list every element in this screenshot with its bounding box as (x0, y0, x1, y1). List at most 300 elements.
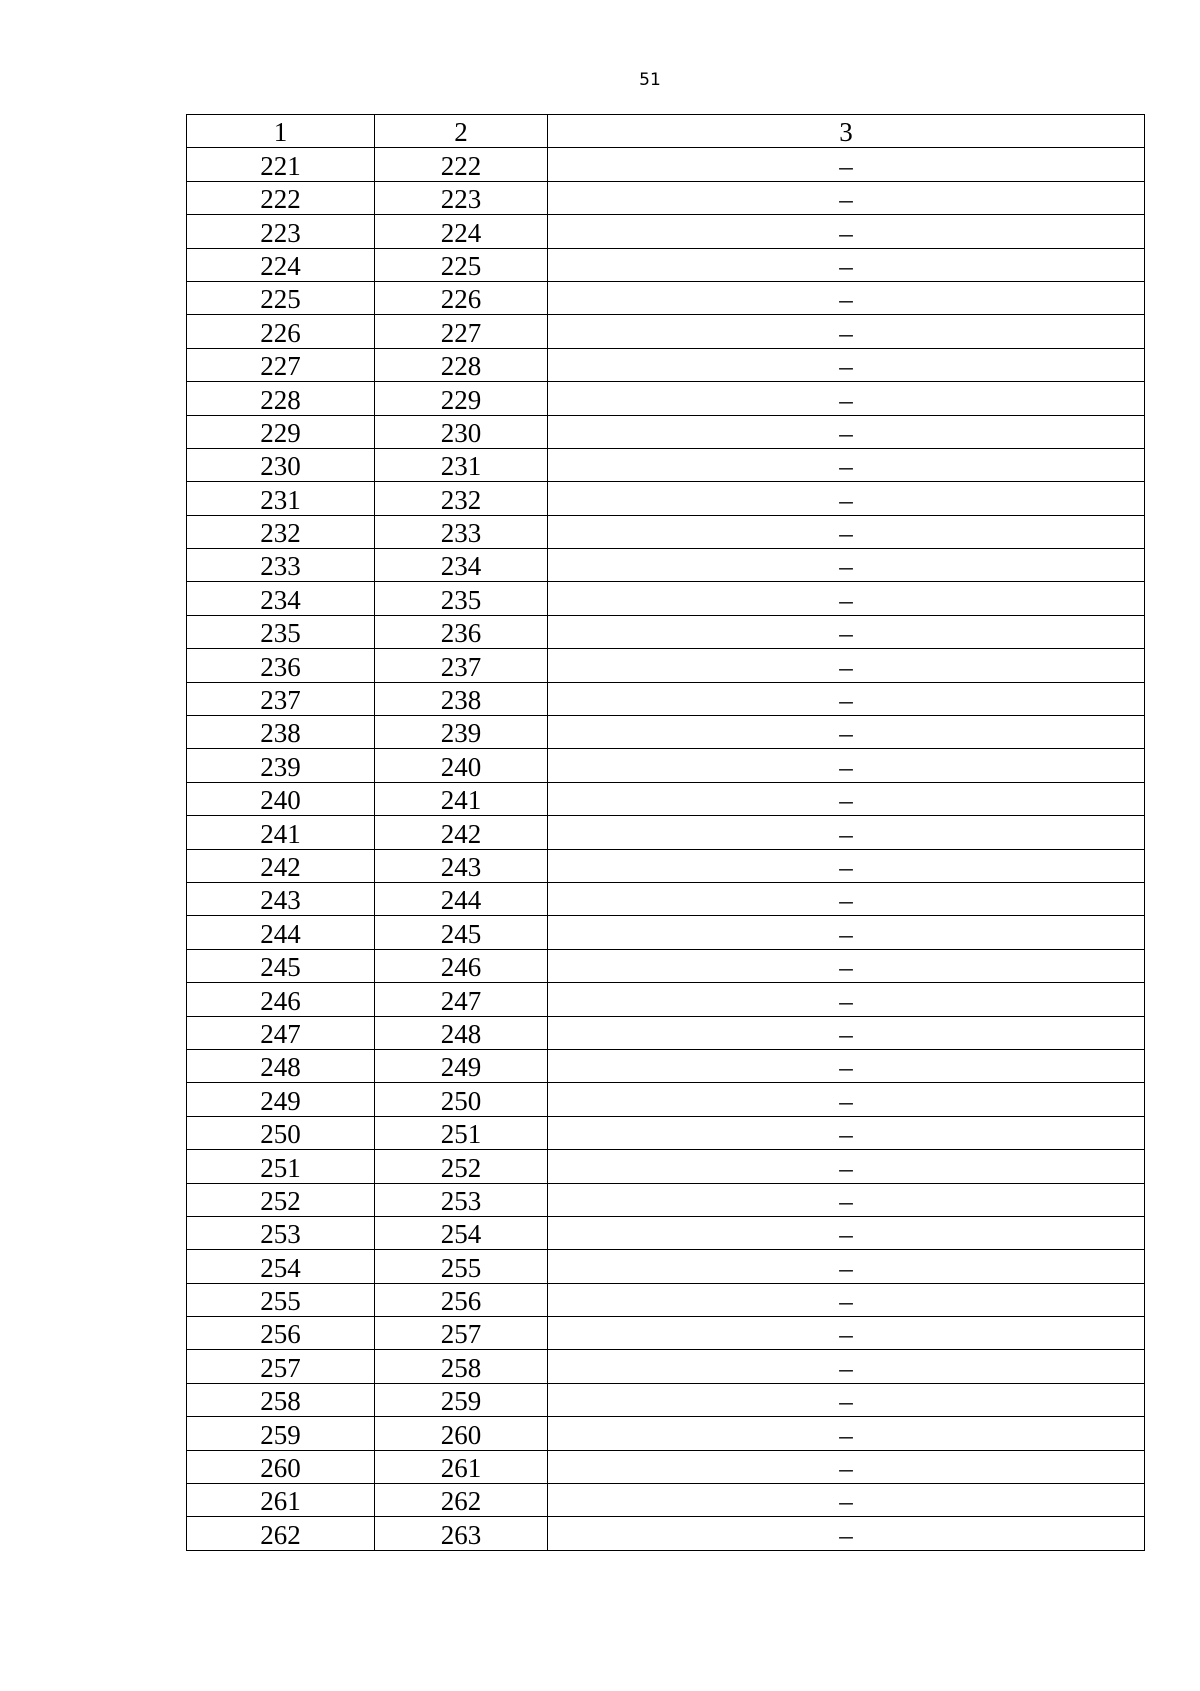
table-cell-value: – (839, 785, 853, 816)
table-cell-value: 236 (440, 618, 482, 649)
table-cell-col-3 (548, 949, 1145, 982)
table-row (187, 682, 1145, 715)
table-row (187, 415, 1145, 448)
table-cell-col-3 (548, 1317, 1145, 1350)
table-cell-value: 248 (440, 1018, 482, 1049)
table-row (187, 582, 1145, 615)
table-cell-col-3 (548, 1484, 1145, 1517)
table-cell-value: 224 (260, 250, 301, 281)
table-cell-col-1 (187, 1317, 375, 1350)
table-cell-value: – (839, 851, 853, 882)
table-cell-value: – (839, 184, 853, 215)
table-cell-col-1 (187, 782, 375, 815)
table-row (187, 1116, 1145, 1149)
table-cell-col-2 (375, 782, 548, 815)
table-cell-value: 228 (440, 351, 482, 382)
table-row (187, 315, 1145, 348)
table-cell-value: 235 (440, 584, 482, 615)
table-cell-value: – (839, 751, 853, 782)
table-cell-col-3 (548, 1383, 1145, 1416)
table-cell-col-1 (187, 215, 375, 248)
table-cell-value: 258 (260, 1386, 301, 1417)
table-row (187, 1283, 1145, 1316)
table-cell-col-1 (187, 749, 375, 782)
table-row (187, 649, 1145, 682)
table-row (187, 749, 1145, 782)
table-cell-col-1 (187, 1250, 375, 1283)
table-cell-value: – (839, 150, 853, 181)
table-row (187, 916, 1145, 949)
table-cell-col-3 (548, 682, 1145, 715)
table-cell-col-2 (375, 549, 548, 582)
table-header-row (187, 115, 1145, 148)
table-cell-value: 252 (440, 1152, 482, 1183)
table-cell-col-2 (375, 1049, 548, 1082)
table-cell-col-2 (375, 1250, 548, 1283)
table-cell-col-1 (187, 1417, 375, 1450)
table-cell-value: – (839, 1519, 853, 1550)
table-cell-col-3 (548, 1350, 1145, 1383)
table-cell-value: 251 (260, 1152, 301, 1183)
table-cell-value: – (839, 584, 853, 615)
table-cell-col-1 (187, 649, 375, 682)
table-cell-col-1 (187, 148, 375, 181)
table-cell-value: 230 (440, 417, 482, 448)
table-header (187, 115, 1145, 148)
table-cell-col-1 (187, 315, 375, 348)
table-cell-value: – (839, 1052, 853, 1083)
table-row (187, 1350, 1145, 1383)
table-cell-value: 224 (440, 217, 482, 248)
table-cell-col-2 (375, 1417, 548, 1450)
table-cell-col-1 (187, 549, 375, 582)
table-cell-col-3 (548, 1250, 1145, 1283)
table-cell-col-3 (548, 882, 1145, 915)
table-cell-value: 229 (260, 417, 301, 448)
table-cell-col-1 (187, 1183, 375, 1216)
table-row (187, 983, 1145, 1016)
table-cell-value: 243 (440, 851, 482, 882)
table-cell-value: – (839, 1453, 853, 1484)
table-cell-value: 250 (260, 1119, 301, 1150)
table-cell-col-3 (548, 1417, 1145, 1450)
table-cell-value: 238 (440, 685, 482, 716)
table-cell-value: 249 (440, 1052, 482, 1083)
table-cell-col-1 (187, 415, 375, 448)
table-cell-value: 227 (440, 317, 482, 348)
table-body (187, 148, 1145, 1550)
table-cell-col-3 (548, 1083, 1145, 1116)
table-cell-value: 231 (440, 451, 482, 482)
table-cell-col-1 (187, 1049, 375, 1082)
table-row (187, 148, 1145, 181)
table-cell-value: 260 (440, 1419, 482, 1450)
column-header-2 (375, 115, 548, 148)
table-row (187, 515, 1145, 548)
table-cell-value: 225 (260, 284, 301, 315)
table-cell-col-2 (375, 1216, 548, 1249)
table-cell-value: 239 (440, 718, 482, 749)
table-cell-col-3 (548, 1283, 1145, 1316)
table-cell-value: 237 (440, 651, 482, 682)
table-cell-col-3 (548, 1049, 1145, 1082)
table-cell-value: 227 (260, 351, 301, 382)
table-cell-value: 242 (260, 851, 301, 882)
table-cell-col-3 (548, 649, 1145, 682)
table-cell-col-2 (375, 148, 548, 181)
table-cell-col-2 (375, 281, 548, 314)
table-row (187, 949, 1145, 982)
table-cell-col-2 (375, 515, 548, 548)
table-cell-col-3 (548, 148, 1145, 181)
table-cell-value: 243 (260, 885, 301, 916)
table-cell-value: – (839, 1252, 853, 1283)
table-cell-col-2 (375, 1150, 548, 1183)
column-header-1 (187, 115, 375, 148)
table-cell-value: 244 (440, 885, 482, 916)
table-cell-value: 260 (260, 1453, 301, 1484)
table-cell-col-1 (187, 1150, 375, 1183)
table-cell-value: 253 (440, 1185, 482, 1216)
page-number: 51 (639, 70, 661, 90)
table-cell-col-1 (187, 281, 375, 314)
table-cell-value: – (839, 351, 853, 382)
table-cell-value: 259 (440, 1386, 482, 1417)
table-cell-col-1 (187, 1083, 375, 1116)
table-row (187, 382, 1145, 415)
table-cell-col-1 (187, 1350, 375, 1383)
table-cell-value: – (839, 1419, 853, 1450)
table-row (187, 215, 1145, 248)
table-cell-col-1 (187, 1116, 375, 1149)
table-cell-col-3 (548, 782, 1145, 815)
table-cell-col-1 (187, 582, 375, 615)
table-cell-col-2 (375, 415, 548, 448)
table-cell-col-2 (375, 816, 548, 849)
table-cell-col-1 (187, 248, 375, 281)
table-cell-col-3 (548, 1183, 1145, 1216)
table-row (187, 1417, 1145, 1450)
table-cell-value: 254 (260, 1252, 301, 1283)
table-row (187, 1049, 1145, 1082)
table-cell-value: 233 (440, 518, 482, 549)
table-cell-value: 229 (440, 384, 482, 415)
table-cell-value: 223 (260, 217, 301, 248)
table-cell-value: – (839, 918, 853, 949)
table-cell-value: – (839, 384, 853, 415)
table-row (187, 1484, 1145, 1517)
table-cell-value: 241 (440, 785, 482, 816)
table-cell-value: 262 (440, 1486, 482, 1517)
table-cell-col-2 (375, 1517, 548, 1550)
table-cell-value: 223 (440, 184, 482, 215)
table-cell-value: – (839, 1219, 853, 1250)
table-cell-value: – (839, 484, 853, 515)
table-cell-value: 247 (440, 985, 482, 1016)
table-cell-value: 240 (440, 751, 482, 782)
table-cell-value: 234 (260, 584, 301, 615)
table-cell-col-2 (375, 1317, 548, 1350)
table-cell-value: 261 (260, 1486, 301, 1517)
table-row (187, 1016, 1145, 1049)
table-cell-value: – (839, 952, 853, 983)
table-cell-col-2 (375, 1283, 548, 1316)
table-cell-value: 234 (440, 551, 482, 582)
table-cell-col-3 (548, 181, 1145, 214)
column-header-2-label: 2 (454, 117, 468, 148)
table-cell-value: 262 (260, 1519, 301, 1550)
table-cell-col-2 (375, 949, 548, 982)
table-cell-col-1 (187, 1484, 375, 1517)
table-row (187, 482, 1145, 515)
table-cell-value: – (839, 618, 853, 649)
table-cell-col-3 (548, 1517, 1145, 1550)
table-cell-col-3 (548, 749, 1145, 782)
table-row (187, 1317, 1145, 1350)
table-cell-col-2 (375, 1450, 548, 1483)
table-cell-value: – (839, 1352, 853, 1383)
table-row (187, 248, 1145, 281)
table-cell-value: 253 (260, 1219, 301, 1250)
table-cell-value: – (839, 651, 853, 682)
table-row (187, 615, 1145, 648)
table-row (187, 1183, 1145, 1216)
table-cell-col-3 (548, 816, 1145, 849)
table-cell-value: 222 (260, 184, 301, 215)
table-cell-value: – (839, 451, 853, 482)
table-cell-value: 226 (260, 317, 301, 348)
table-cell-col-2 (375, 1383, 548, 1416)
table-cell-value: 231 (260, 484, 301, 515)
table-row (187, 1216, 1145, 1249)
table-cell-value: 246 (260, 985, 301, 1016)
table-cell-value: 238 (260, 718, 301, 749)
table-cell-col-2 (375, 749, 548, 782)
table-cell-value: 257 (260, 1352, 301, 1383)
table-cell-col-2 (375, 1183, 548, 1216)
table-cell-col-1 (187, 983, 375, 1016)
table-cell-col-1 (187, 716, 375, 749)
table-cell-value: 255 (440, 1252, 482, 1283)
table-cell-col-3 (548, 615, 1145, 648)
table-cell-value: 256 (440, 1286, 482, 1317)
table-row (187, 1150, 1145, 1183)
table-cell-value: – (839, 885, 853, 916)
table-cell-value: – (839, 518, 853, 549)
table-cell-col-2 (375, 983, 548, 1016)
table-cell-value: – (839, 317, 853, 348)
table-cell-value: – (839, 1319, 853, 1350)
table-cell-col-2 (375, 882, 548, 915)
table-cell-value: 256 (260, 1319, 301, 1350)
table-cell-value: 237 (260, 685, 301, 716)
table-cell-value: – (839, 217, 853, 248)
table-cell-col-2 (375, 615, 548, 648)
table-cell-col-1 (187, 1450, 375, 1483)
table-row (187, 348, 1145, 381)
table-cell-col-1 (187, 1216, 375, 1249)
table-cell-value: – (839, 1486, 853, 1517)
table-cell-value: – (839, 1018, 853, 1049)
table-row (187, 849, 1145, 882)
table-cell-value: – (839, 250, 853, 281)
table-cell-col-3 (548, 448, 1145, 481)
table-cell-col-3 (548, 382, 1145, 415)
table-cell-col-2 (375, 1350, 548, 1383)
table-cell-value: – (839, 1185, 853, 1216)
table-cell-value: 242 (440, 818, 482, 849)
table-cell-col-3 (548, 716, 1145, 749)
table-cell-value: 226 (440, 284, 482, 315)
table-cell-col-3 (548, 849, 1145, 882)
table-cell-col-2 (375, 482, 548, 515)
table-row (187, 1250, 1145, 1283)
table-row (187, 882, 1145, 915)
table-row (187, 1083, 1145, 1116)
table-cell-col-1 (187, 482, 375, 515)
table-cell-col-1 (187, 181, 375, 214)
table-cell-col-3 (548, 348, 1145, 381)
table-cell-value: 251 (440, 1119, 482, 1150)
table-cell-value: – (839, 1085, 853, 1116)
table-cell-value: 235 (260, 618, 301, 649)
table-cell-col-1 (187, 849, 375, 882)
table-cell-col-1 (187, 348, 375, 381)
table-cell-value: 232 (260, 518, 301, 549)
table-cell-col-1 (187, 949, 375, 982)
table-row (187, 181, 1145, 214)
table-cell-value: – (839, 818, 853, 849)
table-cell-value: 245 (440, 918, 482, 949)
table-row (187, 816, 1145, 849)
table-cell-col-1 (187, 1283, 375, 1316)
table-cell-value: 221 (260, 150, 301, 181)
table-cell-col-2 (375, 348, 548, 381)
table-cell-col-2 (375, 1484, 548, 1517)
table-cell-value: – (839, 1152, 853, 1183)
table-cell-col-1 (187, 816, 375, 849)
table-cell-col-2 (375, 315, 548, 348)
table-cell-col-3 (548, 315, 1145, 348)
table-cell-col-3 (548, 1016, 1145, 1049)
table-cell-value: 239 (260, 751, 301, 782)
table-cell-col-2 (375, 181, 548, 214)
table-cell-value: – (839, 284, 853, 315)
table-cell-value: 252 (260, 1185, 301, 1216)
table-cell-col-2 (375, 649, 548, 682)
table-cell-value: – (839, 417, 853, 448)
table-cell-col-3 (548, 515, 1145, 548)
table-cell-col-2 (375, 1016, 548, 1049)
table-cell-col-2 (375, 916, 548, 949)
table-cell-value: 244 (260, 918, 301, 949)
table-row (187, 1517, 1145, 1550)
table-row (187, 782, 1145, 815)
table-cell-value: 236 (260, 651, 301, 682)
table-cell-value: 240 (260, 785, 301, 816)
table-cell-col-1 (187, 882, 375, 915)
table-cell-value: 246 (440, 952, 482, 983)
table-cell-col-1 (187, 382, 375, 415)
table-cell-value: 248 (260, 1052, 301, 1083)
table-cell-col-1 (187, 1016, 375, 1049)
table-row (187, 549, 1145, 582)
table-row (187, 281, 1145, 314)
table-cell-value: – (839, 718, 853, 749)
table-cell-col-1 (187, 448, 375, 481)
table-cell-col-2 (375, 448, 548, 481)
table-row (187, 1450, 1145, 1483)
table-cell-col-3 (548, 1150, 1145, 1183)
table-cell-col-3 (548, 549, 1145, 582)
table-cell-col-2 (375, 1083, 548, 1116)
table-cell-value: – (839, 551, 853, 582)
table-cell-value: 258 (440, 1352, 482, 1383)
table-cell-col-3 (548, 1216, 1145, 1249)
table-row (187, 448, 1145, 481)
table-cell-value: – (839, 985, 853, 1016)
table-cell-col-3 (548, 1450, 1145, 1483)
table-cell-value: – (839, 1119, 853, 1150)
table-cell-value: 261 (440, 1453, 482, 1484)
table-cell-value: 232 (440, 484, 482, 515)
table-cell-col-2 (375, 582, 548, 615)
table-cell-value: 228 (260, 384, 301, 415)
table-cell-col-1 (187, 515, 375, 548)
table-cell-value: – (839, 1386, 853, 1417)
table-cell-col-2 (375, 1116, 548, 1149)
table-cell-value: 225 (440, 250, 482, 281)
table-cell-value: – (839, 685, 853, 716)
table-cell-col-3 (548, 916, 1145, 949)
table-cell-value: 254 (440, 1219, 482, 1250)
column-header-3-label: 3 (839, 117, 853, 148)
table-cell-col-3 (548, 582, 1145, 615)
table-cell-value: – (839, 1286, 853, 1317)
table-cell-col-2 (375, 849, 548, 882)
table-cell-col-1 (187, 1517, 375, 1550)
column-header-1-label: 1 (273, 117, 288, 148)
table-cell-value: 233 (260, 551, 301, 582)
document-table-container (186, 114, 1144, 1551)
document-table (186, 114, 1145, 1551)
table-cell-value: 245 (260, 952, 301, 983)
table-cell-col-3 (548, 281, 1145, 314)
table-cell-col-3 (548, 482, 1145, 515)
table-cell-value: 247 (260, 1018, 301, 1049)
table-cell-value: 222 (440, 150, 482, 181)
table-cell-value: 230 (260, 451, 301, 482)
table-row (187, 1383, 1145, 1416)
table-cell-col-1 (187, 615, 375, 648)
table-cell-value: 250 (440, 1085, 482, 1116)
table-row (187, 716, 1145, 749)
table-cell-value: 257 (440, 1319, 482, 1350)
table-cell-value: 259 (260, 1419, 301, 1450)
table-cell-value: 255 (260, 1286, 301, 1317)
table-cell-col-2 (375, 382, 548, 415)
table-cell-col-3 (548, 983, 1145, 1016)
table-cell-col-2 (375, 682, 548, 715)
table-cell-col-2 (375, 716, 548, 749)
table-cell-col-3 (548, 248, 1145, 281)
table-cell-col-3 (548, 1116, 1145, 1149)
table-cell-col-3 (548, 215, 1145, 248)
table-cell-col-3 (548, 415, 1145, 448)
table-cell-col-1 (187, 916, 375, 949)
table-cell-col-1 (187, 1383, 375, 1416)
table-cell-value: 249 (260, 1085, 301, 1116)
